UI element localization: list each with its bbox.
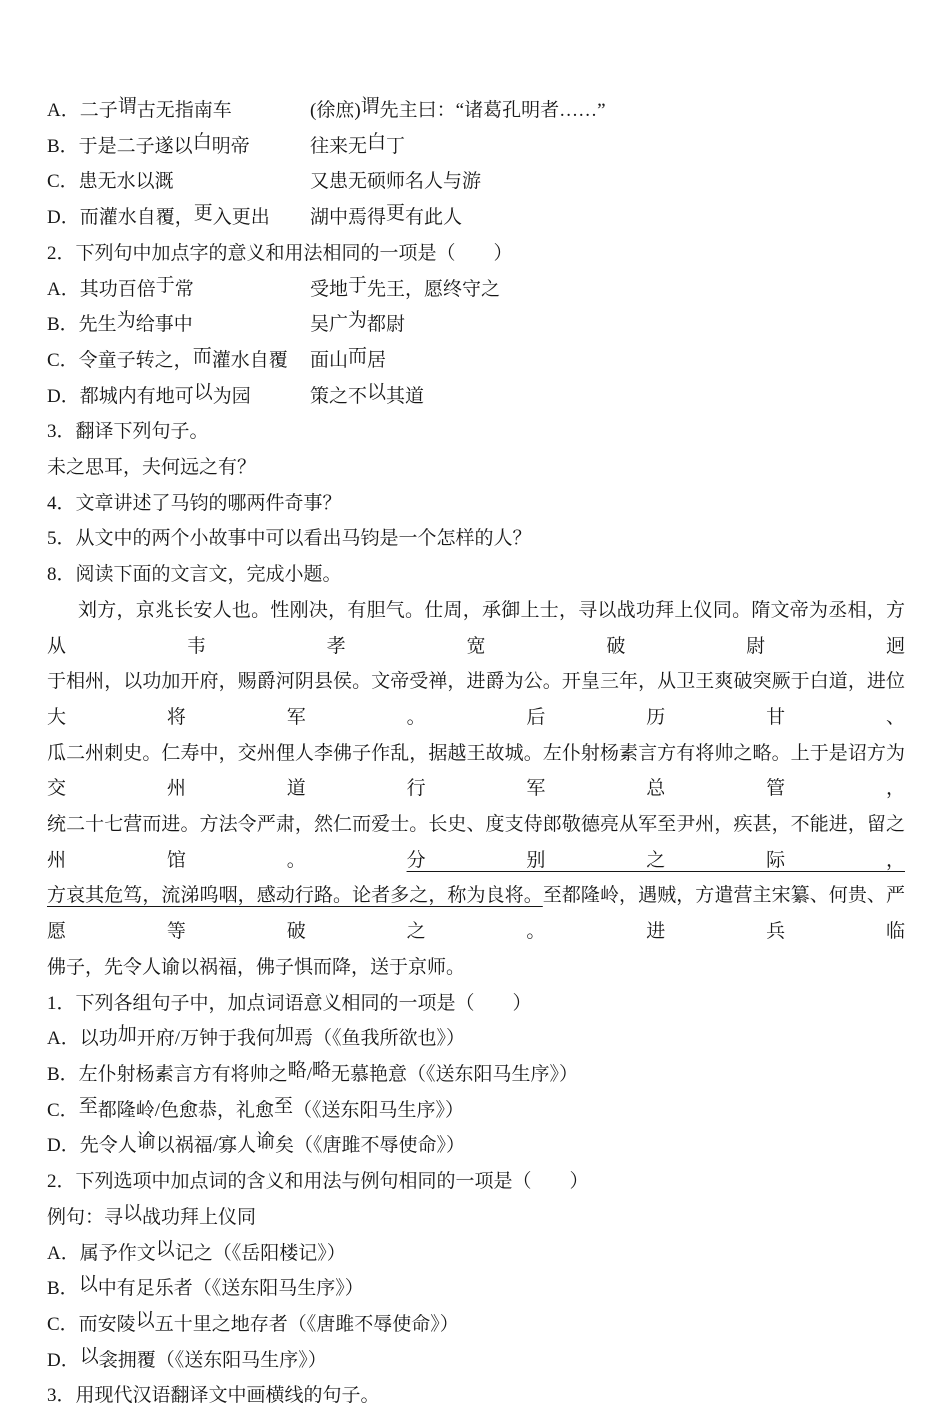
option-left-cell: C．患无水以溉: [47, 171, 174, 193]
dotted-character: 谕: [136, 1131, 156, 1153]
text-line: A．属予作文以记之（《岳阳楼记》）: [47, 1238, 346, 1264]
option-left-cell: B．于是二子遂以白明帝: [47, 131, 250, 157]
option-right-cell: 往来无白丁: [310, 131, 406, 157]
dotted-character: 而: [348, 345, 368, 367]
dotted-character: 而: [192, 345, 212, 367]
dotted-character: 更: [193, 203, 213, 225]
option-row: [47, 379, 905, 415]
text-line: C．至都隆岭/色愈恭，礼愈至（《送东阳马生序》）: [47, 1095, 465, 1121]
text-line: C．而安陵以五十里之地存者（《唐雎不辱使命》）: [47, 1309, 459, 1335]
dotted-character: 以: [367, 381, 387, 403]
dotted-character: 以: [193, 381, 213, 403]
dotted-character: 为: [348, 310, 368, 332]
passage-line: 刘方，京兆长安人也。性刚决，有胆气。仕周，承御上士，寻以战功拜上仪同。隋文帝为丞相，方从韦孝宽破尉迥: [47, 599, 905, 657]
text-line: B．左仆射杨素言方有将帅之略/略无慕艳意（《送东阳马生序》）: [47, 1059, 579, 1085]
dotted-character: 白: [367, 131, 387, 153]
dotted-character: 以: [79, 1345, 99, 1367]
option-right-cell: 受地于先王，愿终守之: [310, 274, 501, 300]
option-left-cell: A．二子谓古无指南车: [47, 96, 232, 121]
option-right-cell: 面山而居: [310, 345, 387, 371]
dotted-character: 加: [275, 1024, 295, 1046]
option-row: [47, 129, 905, 165]
option-left-cell: B．先生为给事中: [47, 310, 193, 336]
dotted-character: 以: [78, 1274, 98, 1296]
underlined-text: 方哀其危笃，流涕呜咽，感动行路。论者多之，称为良将。: [47, 885, 543, 907]
option-row: [47, 343, 905, 379]
text-line: 5．从文中的两个小故事中可以看出马钧是一个怎样的人？: [47, 528, 532, 550]
dotted-character: 谓: [117, 96, 137, 117]
option-right-cell: (徐庶)谓先主曰：“诸葛孔明者……”: [310, 96, 606, 121]
passage-line: 统二十七营而进。方法令严肃，然仁而爱士。长史、度支侍郎敬德亮从军至尹州，疾甚，不能进，留之州馆。分别之际，: [47, 814, 905, 871]
passage-line: 佛子，先令人谕以祸福，佛子惧而降，送于京师。: [47, 956, 466, 978]
option-left-cell: D．而灌水自覆，更入更出: [47, 203, 270, 229]
dotted-character: 至: [273, 1095, 293, 1117]
option-row: [47, 307, 905, 343]
option-right-cell: 策之不以其道: [310, 381, 425, 407]
option-row: [47, 272, 905, 308]
option-left-cell: D．都城内有地可以为园: [47, 381, 251, 407]
dotted-character: 于: [155, 274, 175, 296]
text-line: D．先令人谕以祸福/寡人谕矣（《唐雎不辱使命》）: [47, 1131, 466, 1157]
text-line: 4．文章讲述了马钧的哪两件奇事？: [47, 492, 342, 514]
dotted-character: 以: [135, 1309, 155, 1331]
option-row: [47, 200, 905, 236]
option-right-cell: 吴广为都尉: [310, 310, 406, 336]
text-line: 例句：寻以战功拜上仪同: [47, 1202, 257, 1228]
text-line: 3．翻译下列句子。: [47, 421, 209, 443]
text-line: 3．用现代汉语翻译文中画横线的句子。: [47, 1385, 380, 1407]
dotted-character: 加: [117, 1024, 137, 1046]
passage-line: 方哀其危笃，流涕呜咽，感动行路。论者多之，称为良将。至都隆岭，遇贼，方遣营主宋纂、何贵、严愿等破之。进兵临: [47, 885, 905, 943]
option-left-cell: C．令童子转之，而灌水自覆: [47, 345, 288, 371]
dotted-character: 略: [287, 1059, 307, 1081]
dotted-character: 至: [78, 1095, 98, 1117]
text-line: 8．阅读下面的文言文，完成小题。: [47, 564, 342, 586]
option-right-cell: 湖中焉得更有此人: [310, 203, 463, 229]
dotted-character: 白: [192, 131, 212, 153]
text-line: 2．下列选项中加点词的含义和用法与例句相同的一项是（ ）: [47, 1171, 589, 1193]
option-row: [47, 93, 905, 129]
dotted-character: 谓: [360, 96, 380, 117]
option-row: [47, 164, 905, 200]
text-line: 未之思耳，夫何远之有？: [47, 457, 257, 479]
dotted-character: 谕: [256, 1131, 276, 1153]
dotted-character: 略: [311, 1059, 331, 1081]
text-line: 1．下列各组句子中，加点词语意义相同的一项是（ ）: [47, 992, 532, 1014]
dotted-character: 为: [116, 310, 136, 332]
dotted-character: 以: [123, 1202, 143, 1224]
option-left-cell: A．其功百倍于常: [47, 274, 194, 300]
dotted-character: 于: [348, 274, 368, 296]
underlined-text: 分别之际，: [406, 849, 905, 871]
dotted-character: 更: [386, 203, 406, 225]
text-line: B．以中有足乐者（《送东阳马生序》）: [47, 1274, 364, 1300]
passage-line: 瓜二州刺史。仁寿中，交州俚人李佛子作乱，据越王故城。左仆射杨素言方有将帅之略。上于是诏方为交州道行军总管，: [47, 742, 905, 800]
text-line: D．以衾拥覆（《送东阳马生序》）: [47, 1345, 327, 1371]
option-right-cell: 又患无硕师名人与游: [310, 171, 482, 193]
passage-line: 于相州，以功加开府，赐爵河阴县侯。文帝受禅，进爵为公。开皇三年，从卫王爽破突厥于白道，进位大将军。后历甘、: [47, 671, 905, 728]
text-line: 2．下列句中加点字的意义和用法相同的一项是（ ）: [47, 242, 513, 264]
dotted-character: 以: [155, 1238, 175, 1260]
text-line: A．以功加开府/万钟于我何加焉（《鱼我所欲也》）: [47, 1024, 466, 1050]
